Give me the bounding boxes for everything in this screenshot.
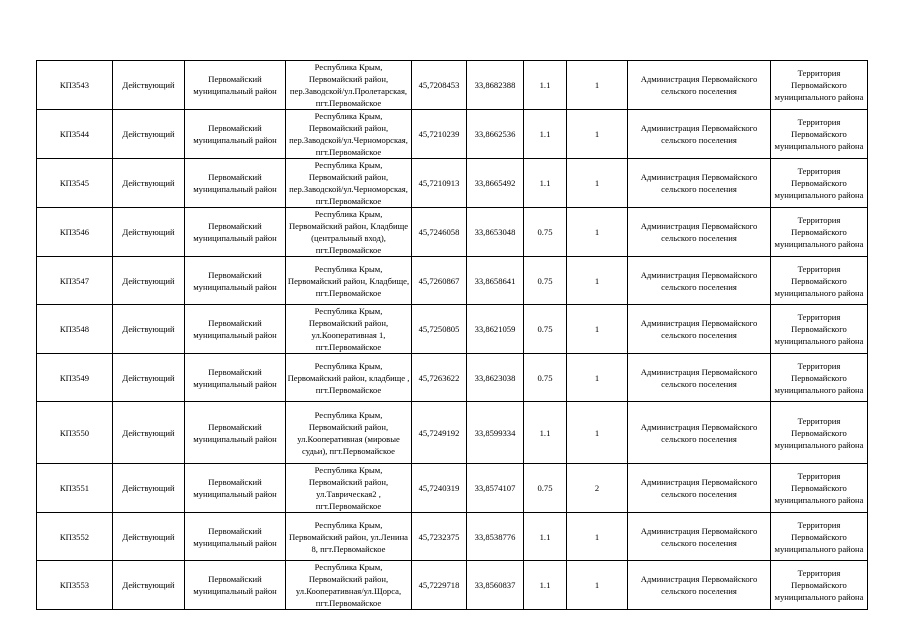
cell-admin: Администрация Первомайского сельского поселения xyxy=(628,513,771,561)
cell-territory: Территория Первомайского муниципального района xyxy=(771,159,868,208)
cell-area: 0.75 xyxy=(524,208,567,257)
cell-status: Действующий xyxy=(113,208,185,257)
cell-admin: Администрация Первомайского сельского поселения xyxy=(628,402,771,464)
table-row xyxy=(37,561,868,610)
cell-area: 0.75 xyxy=(524,305,567,354)
cell-id: КП3543 xyxy=(37,61,113,110)
cell-longitude: 33,8538776 xyxy=(467,513,524,561)
cell-status: Действующий xyxy=(113,257,185,305)
cell-longitude: 33,8653048 xyxy=(467,208,524,257)
cell-territory: Территория Первомайского муниципального района xyxy=(771,61,868,110)
cell-area: 0.75 xyxy=(524,464,567,513)
table-row xyxy=(37,110,868,159)
cell-address: Республика Крым, Первомайский район, ул.Таврическая2 , пгт.Первомайское xyxy=(286,464,412,513)
table-row xyxy=(37,61,868,110)
cell-area: 1.1 xyxy=(524,61,567,110)
cell-territory: Территория Первомайского муниципального района xyxy=(771,257,868,305)
table-row xyxy=(37,257,868,305)
cell-id: КП3553 xyxy=(37,561,113,610)
cell-territory: Территория Первомайского муниципального района xyxy=(771,305,868,354)
cell-district: Первомайский муниципальный район xyxy=(185,61,286,110)
cell-status: Действующий xyxy=(113,305,185,354)
cell-district: Первомайский муниципальный район xyxy=(185,257,286,305)
cell-territory: Территория Первомайского муниципального района xyxy=(771,402,868,464)
cell-id: КП3548 xyxy=(37,305,113,354)
cell-id: КП3547 xyxy=(37,257,113,305)
cell-count: 1 xyxy=(567,354,628,402)
cell-count: 1 xyxy=(567,208,628,257)
cell-admin: Администрация Первомайского сельского поселения xyxy=(628,110,771,159)
cell-territory: Территория Первомайского муниципального района xyxy=(771,561,868,610)
cell-latitude: 45,7250805 xyxy=(412,305,467,354)
cell-district: Первомайский муниципальный район xyxy=(185,513,286,561)
cell-address: Республика Крым, Первомайский район, пер.Заводской/ул.Черноморская, пгт.Первомайское xyxy=(286,110,412,159)
cell-longitude: 33,8623038 xyxy=(467,354,524,402)
table-row xyxy=(37,305,868,354)
cell-longitude: 33,8662536 xyxy=(467,110,524,159)
cell-count: 1 xyxy=(567,513,628,561)
cell-territory: Территория Первомайского муниципального района xyxy=(771,110,868,159)
cell-status: Действующий xyxy=(113,561,185,610)
cell-admin: Администрация Первомайского сельского поселения xyxy=(628,257,771,305)
table-row xyxy=(37,354,868,402)
table-row xyxy=(37,464,868,513)
cell-admin: Администрация Первомайского сельского поселения xyxy=(628,354,771,402)
cell-latitude: 45,7246058 xyxy=(412,208,467,257)
cell-id: КП3544 xyxy=(37,110,113,159)
registry-table xyxy=(36,60,868,610)
cell-count: 1 xyxy=(567,110,628,159)
cell-status: Действующий xyxy=(113,402,185,464)
cell-latitude: 45,7210239 xyxy=(412,110,467,159)
cell-count: 1 xyxy=(567,159,628,208)
table-row xyxy=(37,513,868,561)
cell-id: КП3551 xyxy=(37,464,113,513)
cell-latitude: 45,7263622 xyxy=(412,354,467,402)
cell-address: Республика Крым, Первомайский район, кладбище , пгт.Первомайское xyxy=(286,354,412,402)
cell-admin: Администрация Первомайского сельского поселения xyxy=(628,305,771,354)
cell-address: Республика Крым, Первомайский район, ул.Ленина 8, пгт.Первомайское xyxy=(286,513,412,561)
cell-status: Действующий xyxy=(113,354,185,402)
cell-district: Первомайский муниципальный район xyxy=(185,464,286,513)
cell-territory: Территория Первомайского муниципального района xyxy=(771,513,868,561)
cell-status: Действующий xyxy=(113,513,185,561)
cell-address: Республика Крым, Первомайский район, Кладбище (центральный вход), пгт.Первомайское xyxy=(286,208,412,257)
cell-longitude: 33,8682388 xyxy=(467,61,524,110)
cell-status: Действующий xyxy=(113,159,185,208)
cell-district: Первомайский муниципальный район xyxy=(185,159,286,208)
cell-status: Действующий xyxy=(113,464,185,513)
cell-longitude: 33,8621059 xyxy=(467,305,524,354)
cell-admin: Администрация Первомайского сельского поселения xyxy=(628,208,771,257)
cell-id: КП3550 xyxy=(37,402,113,464)
cell-address: Республика Крым, Первомайский район, ул.Кооперативная/ул.Щорса, пгт.Первомайское xyxy=(286,561,412,610)
cell-count: 1 xyxy=(567,61,628,110)
cell-longitude: 33,8658641 xyxy=(467,257,524,305)
cell-latitude: 45,7249192 xyxy=(412,402,467,464)
cell-district: Первомайский муниципальный район xyxy=(185,208,286,257)
cell-area: 1.1 xyxy=(524,159,567,208)
cell-district: Первомайский муниципальный район xyxy=(185,110,286,159)
cell-longitude: 33,8574107 xyxy=(467,464,524,513)
cell-admin: Администрация Первомайского сельского поселения xyxy=(628,159,771,208)
cell-latitude: 45,7208453 xyxy=(412,61,467,110)
cell-latitude: 45,7210913 xyxy=(412,159,467,208)
cell-address: Республика Крым, Первомайский район, пер.Заводской/ул.Пролетарская, пгт.Первомайское xyxy=(286,61,412,110)
cell-address: Республика Крым, Первомайский район, Кладбище, пгт.Первомайское xyxy=(286,257,412,305)
cell-area: 1.1 xyxy=(524,561,567,610)
cell-latitude: 45,7229718 xyxy=(412,561,467,610)
cell-area: 1.1 xyxy=(524,402,567,464)
cell-admin: Администрация Первомайского сельского поселения xyxy=(628,464,771,513)
table-row xyxy=(37,208,868,257)
table-row xyxy=(37,159,868,208)
cell-district: Первомайский муниципальный район xyxy=(185,402,286,464)
cell-address: Республика Крым, Первомайский район, пер.Заводской/ул.Черноморская, пгт.Первомайское xyxy=(286,159,412,208)
cell-area: 0.75 xyxy=(524,354,567,402)
cell-district: Первомайский муниципальный район xyxy=(185,305,286,354)
cell-count: 1 xyxy=(567,257,628,305)
cell-id: КП3546 xyxy=(37,208,113,257)
cell-territory: Территория Первомайского муниципального района xyxy=(771,208,868,257)
cell-count: 1 xyxy=(567,561,628,610)
cell-latitude: 45,7232375 xyxy=(412,513,467,561)
cell-latitude: 45,7260867 xyxy=(412,257,467,305)
cell-id: КП3552 xyxy=(37,513,113,561)
cell-count: 1 xyxy=(567,305,628,354)
cell-count: 2 xyxy=(567,464,628,513)
cell-territory: Территория Первомайского муниципального района xyxy=(771,354,868,402)
cell-admin: Администрация Первомайского сельского поселения xyxy=(628,561,771,610)
cell-territory: Территория Первомайского муниципального района xyxy=(771,464,868,513)
cell-address: Республика Крым, Первомайский район, ул.Кооперативная (мировые судьи), пгт.Первомайское xyxy=(286,402,412,464)
cell-longitude: 33,8560837 xyxy=(467,561,524,610)
cell-area: 1.1 xyxy=(524,513,567,561)
table-row xyxy=(37,402,868,464)
cell-id: КП3545 xyxy=(37,159,113,208)
cell-latitude: 45,7240319 xyxy=(412,464,467,513)
cell-district: Первомайский муниципальный район xyxy=(185,354,286,402)
cell-district: Первомайский муниципальный район xyxy=(185,561,286,610)
cell-area: 1.1 xyxy=(524,110,567,159)
cell-admin: Администрация Первомайского сельского поселения xyxy=(628,61,771,110)
cell-count: 1 xyxy=(567,402,628,464)
cell-longitude: 33,8665492 xyxy=(467,159,524,208)
cell-id: КП3549 xyxy=(37,354,113,402)
cell-longitude: 33,8599334 xyxy=(467,402,524,464)
cell-area: 0.75 xyxy=(524,257,567,305)
cell-status: Действующий xyxy=(113,61,185,110)
cell-status: Действующий xyxy=(113,110,185,159)
cell-address: Республика Крым, Первомайский район, ул.Кооперативная 1, пгт.Первомайское xyxy=(286,305,412,354)
